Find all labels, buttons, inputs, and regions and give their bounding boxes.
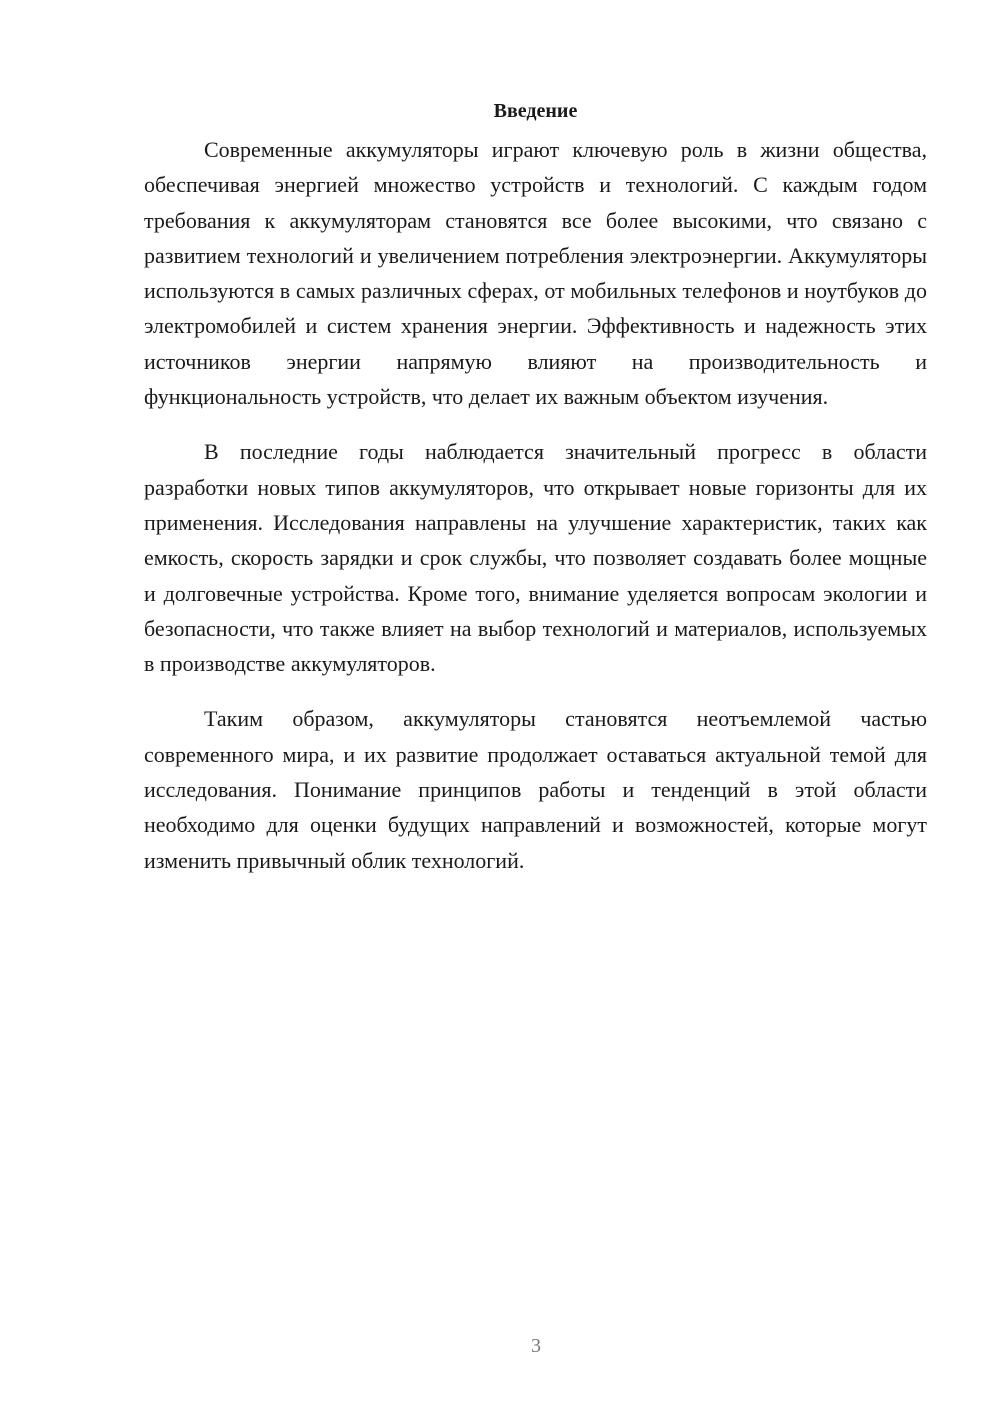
paragraph-3: Таким образом, аккумуляторы становятся неотъемлемой частью современного мира, и их развитие продолжает оставаться актуальной темой для исследования. Понимание принципов работы и тенденций в этой области необходимо для оценки будущих направлений и возможностей, которые могут изменить привычный облик технологий. (144, 706, 927, 873)
section-heading: Введение (493, 100, 578, 122)
paragraph-2: В последние годы наблюдается значительный прогресс в области разработки новых типов аккумуляторов, что открывает новые горизонты для их применения. Исследования направлены на улучшение характеристик, таких как емкость, скорость зарядки и срок службы, что позволяет создавать более мощные и долговечные устройства. Кроме того, внимание уделяется вопросам экологии и безопасности, что также влияет на выбор технологий и материалов, используемых в производстве аккумуляторов. (144, 439, 927, 677)
paragraph-1: Современные аккумуляторы играют ключевую роль в жизни общества, обеспечивая энергией множество устройств и технологий. С каждым годом требования к аккумуляторам становятся все более высокими, что связано с развитием технологий и увеличением потребления электроэнергии. Аккумуляторы используются в самых различных сферах, от мобильных телефонов и ноутбуков до электромобилей и систем хранения энергии. Эффективность и надежность этих источников энергии напрямую влияют на производительность и функциональность устройств, что делает их важным объектом изучения. (144, 137, 927, 410)
page-content (144, 96, 927, 898)
page-number: 3 (531, 1335, 541, 1357)
